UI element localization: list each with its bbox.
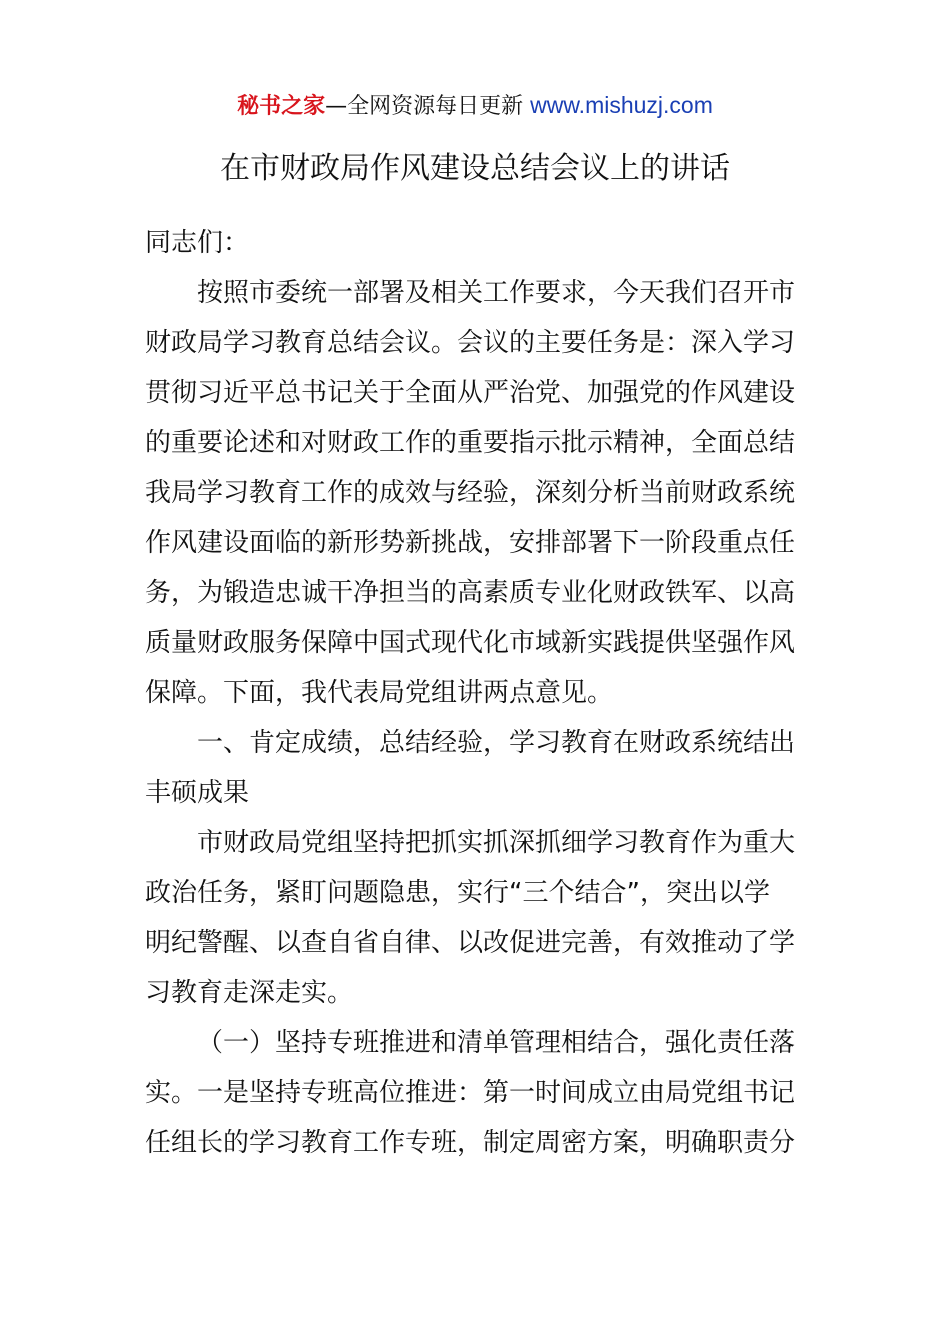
- paragraph-line: 实。一是坚持专班高位推进：第一时间成立由局党组书记: [145, 1078, 796, 1108]
- paragraph-line: 作风建设面临的新形势新挑战，安排部署下一阶段重点任: [145, 528, 796, 558]
- header-tagline: —全网资源每日更新: [325, 94, 531, 119]
- subsection-line: （一）坚持专班推进和清单管理相结合，强化责任落: [197, 1028, 796, 1058]
- brand-name: 秘书之家: [237, 94, 326, 119]
- site-url: www.mishuzj.com: [530, 92, 713, 118]
- paragraph-line: 习教育走深走实。: [145, 978, 354, 1008]
- paragraph-line: 务，为锻造忠诚干净担当的高素质专业化财政铁军、以高: [145, 578, 796, 608]
- paragraph-line: 按照市委统一部署及相关工作要求，今天我们召开市: [197, 278, 796, 308]
- paragraph-line: 财政局学习教育总结会议。会议的主要任务是：深入学习: [145, 328, 796, 358]
- paragraph-line: 质量财政服务保障中国式现代化市域新实践提供坚强作风: [145, 628, 796, 658]
- paragraph-line: 贯彻习近平总书记关于全面从严治党、加强党的作风建设: [145, 378, 796, 408]
- paragraph-line: 我局学习教育工作的成效与经验，深刻分析当前财政系统: [145, 478, 796, 508]
- paragraph-line: 明纪警醒、以查自省自律、以改促进完善，有效推动了学: [145, 928, 796, 958]
- document-body: [145, 218, 809, 1168]
- site-header: [0, 88, 950, 124]
- paragraph-line: 市财政局党组坚持把抓实抓深抓细学习教育作为重大: [197, 828, 796, 858]
- section-heading-line: 一、肯定成绩，总结经验，学习教育在财政系统结出: [197, 728, 796, 758]
- paragraph-line: 任组长的学习教育工作专班，制定周密方案，明确职责分: [145, 1128, 796, 1158]
- paragraph-line: 的重要论述和对财政工作的重要指示批示精神，全面总结: [145, 428, 796, 458]
- section-heading-line: 丰硕成果: [145, 778, 250, 808]
- document-title: 在市财政局作风建设总结会议上的讲话: [220, 151, 730, 186]
- paragraph-line: 政治任务，紧盯问题隐患，实行“三个结合”，突出以学: [145, 878, 770, 908]
- paragraph-line: 保障。下面，我代表局党组讲两点意见。: [145, 678, 614, 708]
- salutation: 同志们：: [145, 228, 250, 258]
